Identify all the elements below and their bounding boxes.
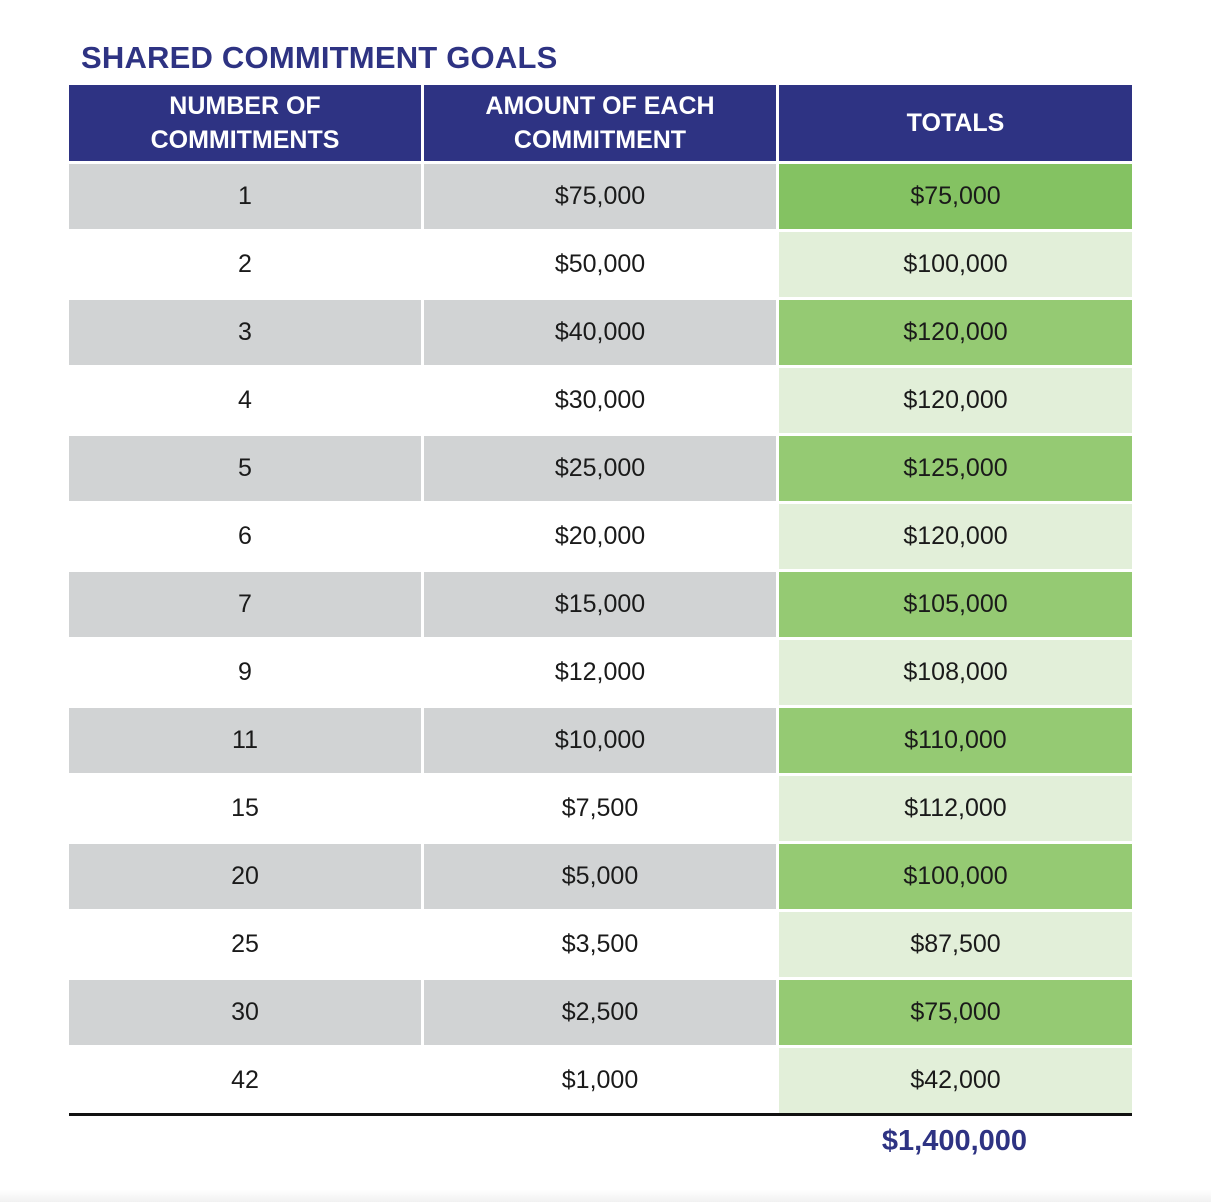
cell-number-of-commitments: 30 <box>69 980 421 1045</box>
cell-number-of-commitments: 42 <box>69 1048 421 1113</box>
table-row <box>69 436 1132 501</box>
cell-number-of-commitments: 3 <box>69 300 421 365</box>
cell-number-of-commitments: 11 <box>69 708 421 773</box>
table-row <box>69 980 1132 1045</box>
cell-amount-of-each-commitment: $20,000 <box>424 504 776 569</box>
table-row <box>69 368 1132 433</box>
cell-total: $100,000 <box>779 232 1132 297</box>
cell-number-of-commitments: 7 <box>69 572 421 637</box>
table-row <box>69 232 1132 297</box>
cell-total: $125,000 <box>779 436 1132 501</box>
cell-amount-of-each-commitment: $30,000 <box>424 368 776 433</box>
header-amount-of-each-commitment: AMOUNT OF EACH COMMITMENT <box>424 85 776 161</box>
table-row <box>69 164 1132 229</box>
cell-total: $42,000 <box>779 1048 1132 1113</box>
cell-total: $108,000 <box>779 640 1132 705</box>
cell-total: $75,000 <box>779 164 1132 229</box>
cell-number-of-commitments: 1 <box>69 164 421 229</box>
header-number-of-commitments: NUMBER OF COMMITMENTS <box>69 85 421 161</box>
cell-amount-of-each-commitment: $3,500 <box>424 912 776 977</box>
header-totals: TOTALS <box>779 85 1132 161</box>
table-row <box>69 572 1132 637</box>
cell-amount-of-each-commitment: $25,000 <box>424 436 776 501</box>
cell-amount-of-each-commitment: $1,000 <box>424 1048 776 1113</box>
cell-amount-of-each-commitment: $50,000 <box>424 232 776 297</box>
cell-total: $120,000 <box>779 504 1132 569</box>
table-row <box>69 300 1132 365</box>
cell-amount-of-each-commitment: $7,500 <box>424 776 776 841</box>
table-header-row <box>69 85 1132 161</box>
cell-number-of-commitments: 9 <box>69 640 421 705</box>
cell-number-of-commitments: 25 <box>69 912 421 977</box>
cell-number-of-commitments: 5 <box>69 436 421 501</box>
grand-total: $1,400,000 <box>881 1125 1028 1157</box>
table-row <box>69 1048 1132 1113</box>
table-row <box>69 504 1132 569</box>
cell-total: $105,000 <box>779 572 1132 637</box>
cell-amount-of-each-commitment: $12,000 <box>424 640 776 705</box>
table-row <box>69 708 1132 773</box>
table-row <box>69 776 1132 841</box>
page-title: SHARED COMMITMENT GOALS <box>81 40 558 75</box>
cell-number-of-commitments: 15 <box>69 776 421 841</box>
cell-amount-of-each-commitment: $2,500 <box>424 980 776 1045</box>
cell-total: $112,000 <box>779 776 1132 841</box>
cell-total: $120,000 <box>779 368 1132 433</box>
cell-number-of-commitments: 2 <box>69 232 421 297</box>
cell-amount-of-each-commitment: $10,000 <box>424 708 776 773</box>
cell-total: $100,000 <box>779 844 1132 909</box>
bottom-edge-shade <box>0 1190 1211 1202</box>
table-row <box>69 912 1132 977</box>
table-row <box>69 844 1132 909</box>
cell-total: $75,000 <box>779 980 1132 1045</box>
cell-amount-of-each-commitment: $40,000 <box>424 300 776 365</box>
total-divider-rule <box>69 1113 1132 1116</box>
cell-number-of-commitments: 4 <box>69 368 421 433</box>
cell-number-of-commitments: 20 <box>69 844 421 909</box>
table-row <box>69 640 1132 705</box>
cell-amount-of-each-commitment: $75,000 <box>424 164 776 229</box>
commitment-goals-table <box>69 85 1132 1116</box>
cell-total: $110,000 <box>779 708 1132 773</box>
cell-total: $87,500 <box>779 912 1132 977</box>
cell-total: $120,000 <box>779 300 1132 365</box>
cell-number-of-commitments: 6 <box>69 504 421 569</box>
cell-amount-of-each-commitment: $15,000 <box>424 572 776 637</box>
cell-amount-of-each-commitment: $5,000 <box>424 844 776 909</box>
table-body <box>69 164 1132 1113</box>
